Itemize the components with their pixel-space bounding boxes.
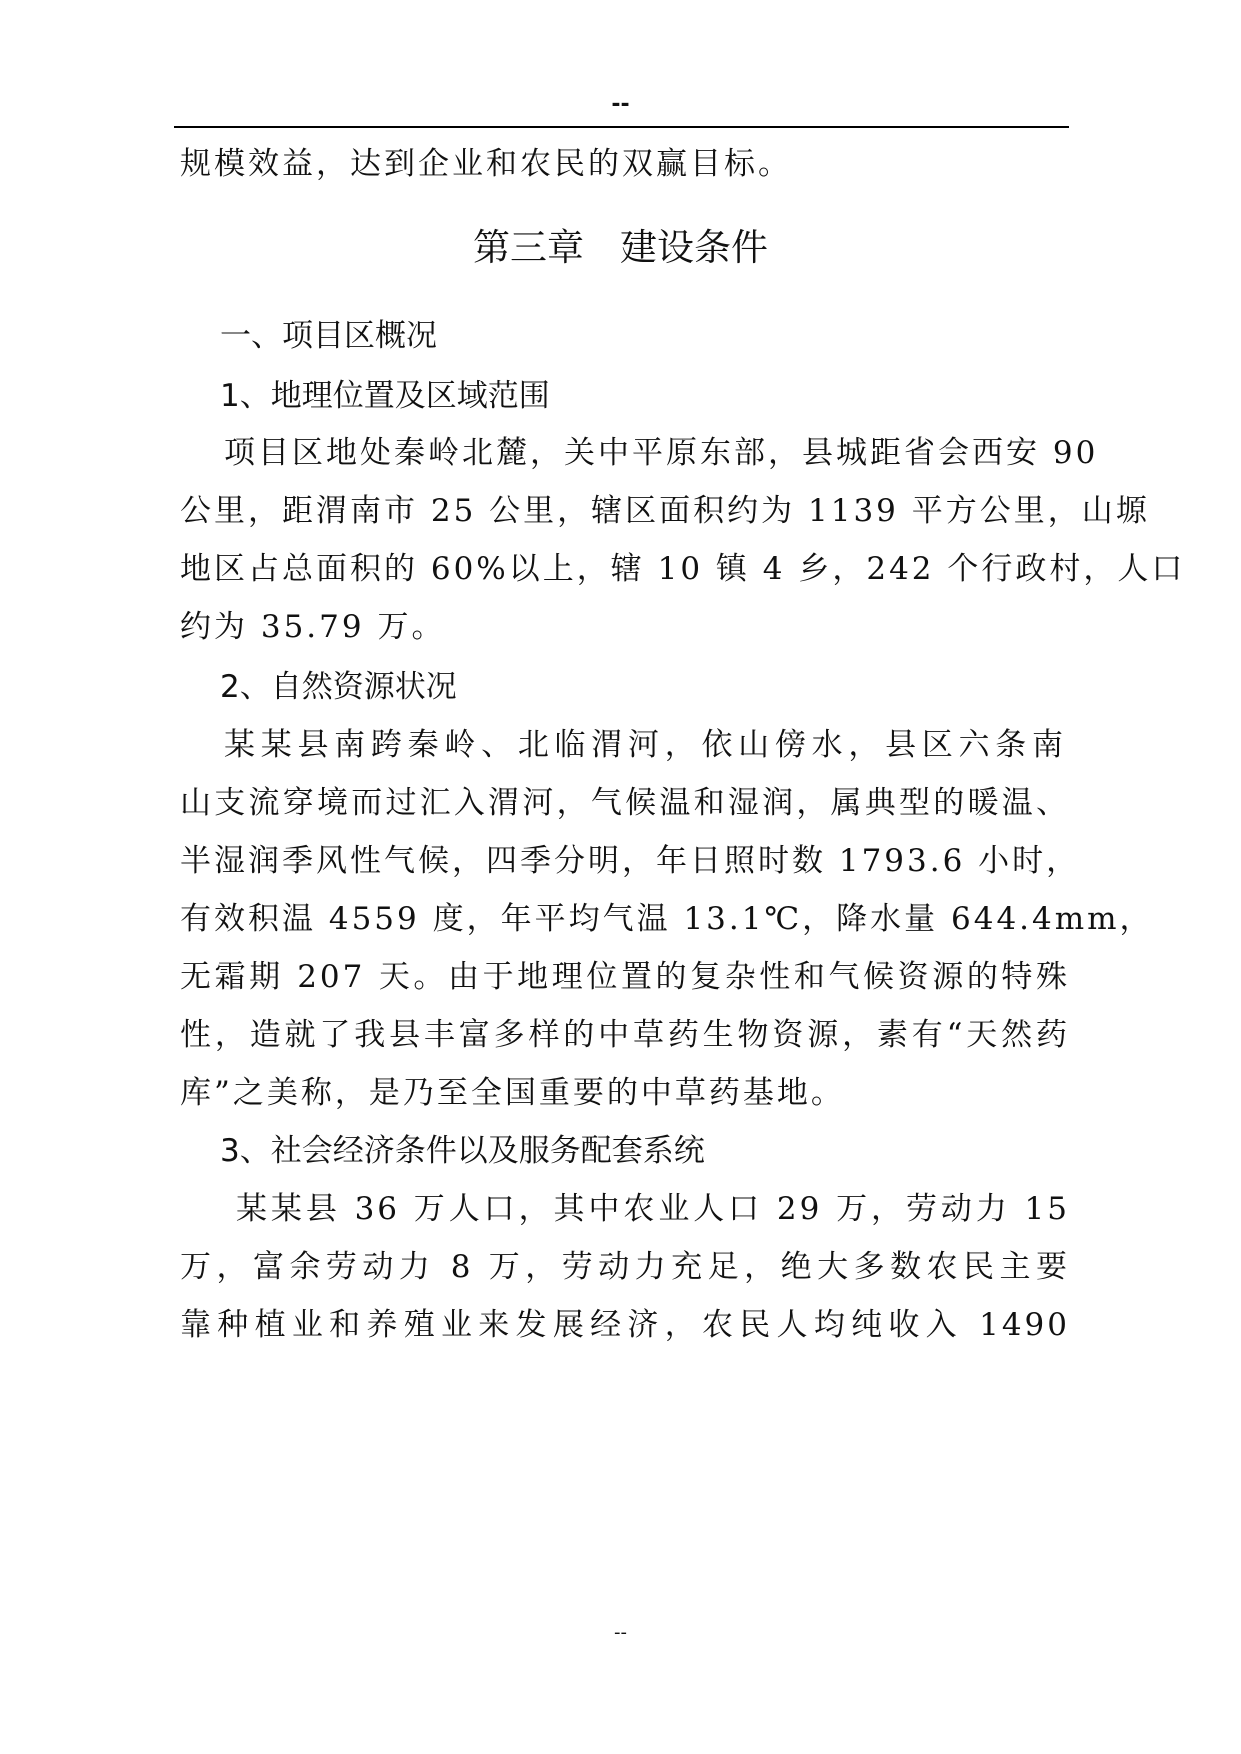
chapter-title — [0, 225, 1241, 271]
paragraph-line: 某某县 36 万人口，其中农业人口 29 万，劳动力 15 — [236, 1191, 1070, 1227]
paragraph-line: 半湿润季风性气候，四季分明，年日照时数 1793.6 小时， — [180, 843, 1081, 879]
paragraph-line: 性，造就了我县丰富多样的中草药生物资源，素有“天然药 — [180, 1017, 1070, 1053]
paragraph-line: 公里，距渭南市 25 公里，辖区面积约为 1139 平方公里，山塬 — [180, 493, 1150, 529]
chapter-number: 第三章 — [473, 226, 584, 269]
paragraph-line: 地区占总面积的 60%以上，辖 10 镇 4 乡，242 个行政村，人口 — [180, 551, 1186, 587]
subsection-heading-resources: 2、自然资源状况 — [220, 669, 457, 705]
chapter-name: 建设条件 — [620, 226, 768, 269]
paragraph-line: 无霜期 207 天。由于地理位置的复杂性和气候资源的特殊 — [180, 959, 1070, 995]
section-heading-overview: 一、项目区概况 — [220, 318, 437, 354]
paragraph-line: 库”之美称，是乃至全国重要的中草药基地。 — [180, 1075, 845, 1111]
paragraph-line: 项目区地处秦岭北麓，关中平原东部，县城距省会西安 90 — [224, 435, 1099, 471]
paragraph-line: 山支流穿境而过汇入渭河，气候温和湿润，属典型的暖温、 — [180, 785, 1070, 821]
paragraph-line: 约为 35.79 万。 — [180, 609, 446, 645]
continuation-line: 规模效益，达到企业和农民的双赢目标。 — [180, 146, 792, 182]
page-footer-mark: -- — [614, 1622, 627, 1643]
paragraph-line: 某某县南跨秦岭、北临渭河，依山傍水，县区六条南 — [224, 727, 1066, 763]
paragraph-line: 万，富余劳动力 8 万，劳动力充足，绝大多数农民主要 — [180, 1249, 1070, 1285]
page-header-mark: -- — [611, 92, 630, 117]
paragraph-line: 靠种植业和养殖业来发展经济，农民人均纯收入 1490 — [180, 1307, 1070, 1343]
header-rule — [174, 126, 1069, 128]
paragraph-line: 有效积温 4559 度，年平均气温 13.1℃，降水量 644.4mm， — [180, 901, 1154, 937]
subsection-heading-socioeconomic: 3、社会经济条件以及服务配套系统 — [220, 1133, 705, 1169]
subsection-heading-location: 1、地理位置及区域范围 — [220, 378, 550, 414]
